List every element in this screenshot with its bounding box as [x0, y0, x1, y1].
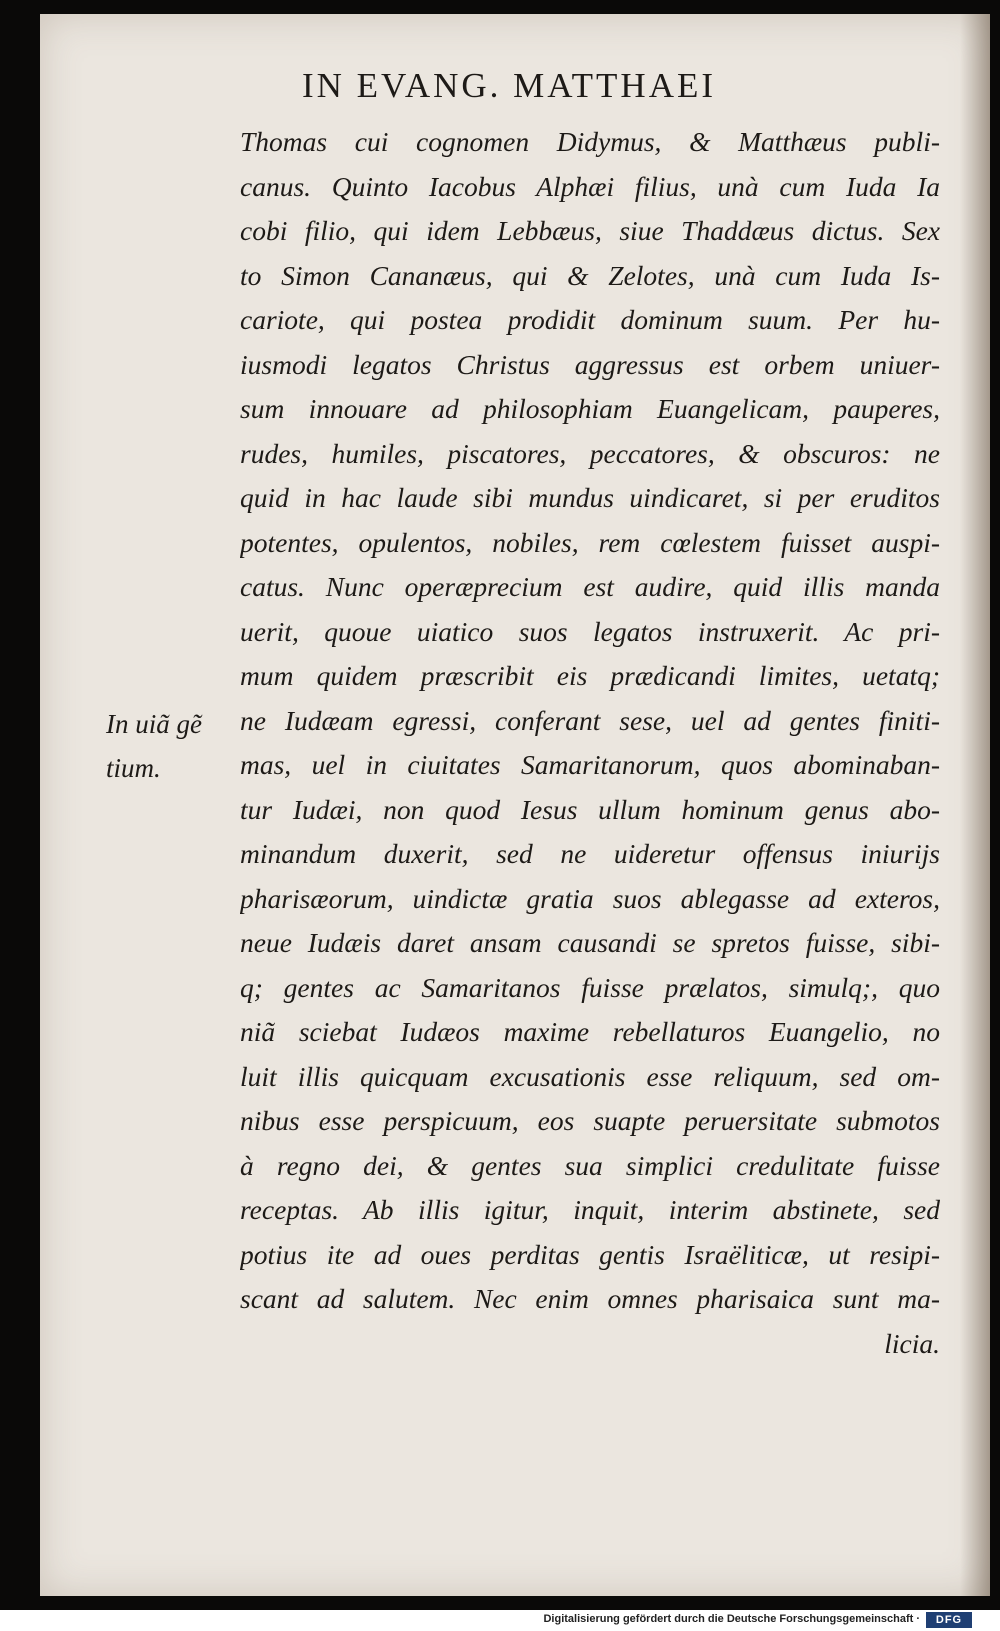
- text-line: scant ad salutem. Nec enim omnes pharisaica sunt ma-: [240, 1283, 940, 1314]
- text-line: nibus esse perspicuum, eos suapte peruersitate submotos: [240, 1105, 940, 1136]
- text-line: quid in hac laude sibi mundus uindicaret, si per eruditos: [240, 482, 940, 513]
- text-line: cobi filio, qui idem Lebbæus, siue Thaddæus dictus. Sex: [240, 215, 940, 246]
- text-line: licia.: [884, 1327, 940, 1359]
- marginal-note-line: In uiã gẽ: [106, 709, 202, 739]
- text-line: mas, uel in ciuitates Samaritanorum, quos abominaban-: [240, 749, 940, 780]
- text-line: iusmodi legatos Christus aggressus est orbem uniuer-: [240, 348, 940, 380]
- text-line: cariote, qui postea prodidit dominum suum. Per hu-: [240, 304, 940, 335]
- book-page: [40, 14, 990, 1596]
- text-line: rudes, humiles, piscatores, peccatores, & obscuros: ne: [240, 437, 940, 469]
- dfg-logo-icon: DFG: [926, 1612, 972, 1628]
- marginal-note: [106, 702, 226, 790]
- text-line: to Simon Cananæus, qui & Zelotes, unà cum Iuda Is-: [240, 259, 940, 291]
- text-line: à regno dei, & gentes sua simplici credulitate fuisse: [240, 1149, 940, 1181]
- text-line: niã sciebat Iudæos maxime rebellaturos Euangelio, no: [240, 1016, 940, 1047]
- text-line: canus. Quinto Iacobus Alphæi filius, unà cum Iuda Ia: [240, 170, 940, 202]
- text-line: neue Iudæis daret ansam causandi se spretos fuisse, sibi-: [240, 927, 940, 958]
- footer-credit: Digitalisierung gefördert durch die Deutsche Forschungsgemeinschaft ·: [543, 1613, 920, 1625]
- footer-bar: [0, 1610, 1000, 1631]
- text-line: q; gentes ac Samaritanos fuisse prælatos, simulq;, quo: [240, 971, 940, 1003]
- text-line: uerit, quoue uiatico suos legatos instruxerit. Ac pri-: [240, 615, 940, 647]
- text-line: potentes, opulentos, nobiles, rem cœlestem fuisset auspi-: [240, 526, 940, 558]
- text-line: Thomas cui cognomen Didymus, & Matthæus publi-: [240, 126, 940, 157]
- text-line: catus. Nunc operæprecium est audire, quid illis manda: [240, 571, 940, 602]
- text-line: potius ite ad oues perditas gentis Israëliticæ, ut resipi-: [240, 1238, 940, 1270]
- page-spine-shadow: [960, 14, 990, 1596]
- text-line: ne Iudæam egressi, conferant sese, uel ad gentes finiti-: [240, 704, 940, 736]
- body-text: [240, 120, 940, 1366]
- text-line: sum innouare ad philosophiam Euangelicam, pauperes,: [240, 393, 940, 424]
- text-line: tur Iudæi, non quod Iesus ullum hominum genus abo-: [240, 793, 940, 825]
- text-line: minandum duxerit, sed ne uideretur offensus iniurijs: [240, 838, 940, 869]
- text-line: luit illis quicquam excusationis esse reliquum, sed om-: [240, 1060, 940, 1092]
- text-line: pharisæorum, uindictæ gratia suos ablegasse ad exteros,: [240, 882, 940, 914]
- running-head: IN EVANG. MATTHAEI: [302, 66, 717, 105]
- text-line: receptas. Ab illis igitur, inquit, interim abstinete, sed: [240, 1194, 940, 1225]
- marginal-note-line: tium.: [106, 753, 161, 783]
- text-line: mum quidem præscribit eis prædicandi limites, uetatq;: [240, 660, 940, 691]
